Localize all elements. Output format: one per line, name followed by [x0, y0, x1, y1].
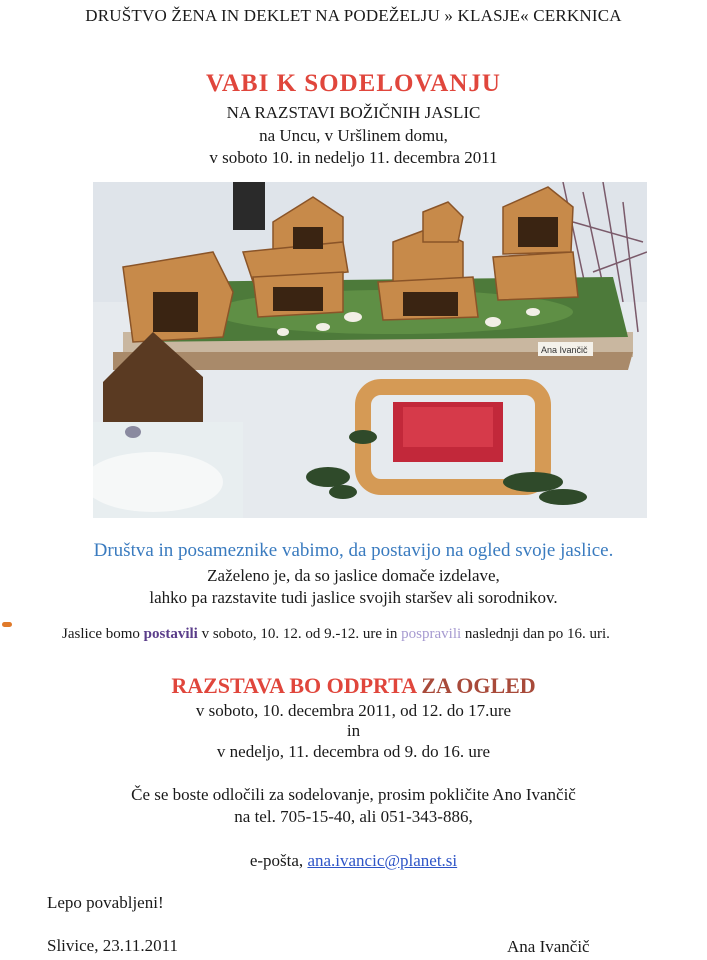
invite-title: VABI K SODELOVANJU	[206, 70, 501, 97]
dates-line: v soboto 10. in nedeljo 11. decembra 2011	[209, 148, 498, 167]
relatives-line: lahko pa razstavite tudi jaslice svojih staršev ali sorodnikov.	[149, 588, 558, 607]
setup-word: postavili	[143, 626, 198, 642]
setup-schedule-line: Jaslice bomo postavili v soboto, 10. 12. od 9.-12. ure in pospravili naslednji dan po 16. uri.	[62, 626, 610, 642]
name-card-label: Ana Ivančič	[541, 345, 588, 355]
venue-line: na Uncu, v Uršlinem domu,	[259, 126, 448, 145]
saturday-hours: v soboto, 10. decembra 2011, od 12. do 17.ure	[195, 701, 512, 720]
exhibition-open-title: RAZSTAVA BO ODPRTA ZA OGLED	[171, 673, 536, 698]
organization-name: DRUŠTVO ŽENA IN DEKLET NA PODEŽELJU » KLASJE« CERKNICA	[85, 6, 622, 25]
event-name: NA RAZSTAVI BOŽIČNIH JASLIC	[226, 103, 481, 122]
cleanup-word: pospravili	[401, 626, 462, 642]
email-link[interactable]: ana.ivancic@planet.si	[307, 851, 458, 870]
invite-societies-line: Društva in posameznike vabimo, da postavijo na ogled svoje jaslice.	[93, 540, 614, 561]
place-date: Slivice, 23.11.2011	[47, 936, 178, 955]
signature: Ana Ivančič	[507, 937, 590, 956]
contact-phone-line: na tel. 705-15-40, ali 051-343-886,	[234, 807, 473, 826]
contact-email-line: e-pošta, ana.ivancic@planet.si	[249, 851, 458, 870]
sunday-hours: v nedeljo, 11. decembra od 9. do 16. ure	[216, 742, 491, 761]
contact-call-line: Če se boste odločili za sodelovanje, prosim pokličite Ano Ivančič	[131, 785, 576, 804]
and-word: in	[346, 721, 361, 740]
margin-mark	[2, 622, 12, 627]
nativity-photo	[93, 182, 647, 518]
homemade-line: Zaželeno je, da so jaslice domače izdelave,	[207, 566, 500, 585]
greeting: Lepo povabljeni!	[47, 893, 164, 912]
